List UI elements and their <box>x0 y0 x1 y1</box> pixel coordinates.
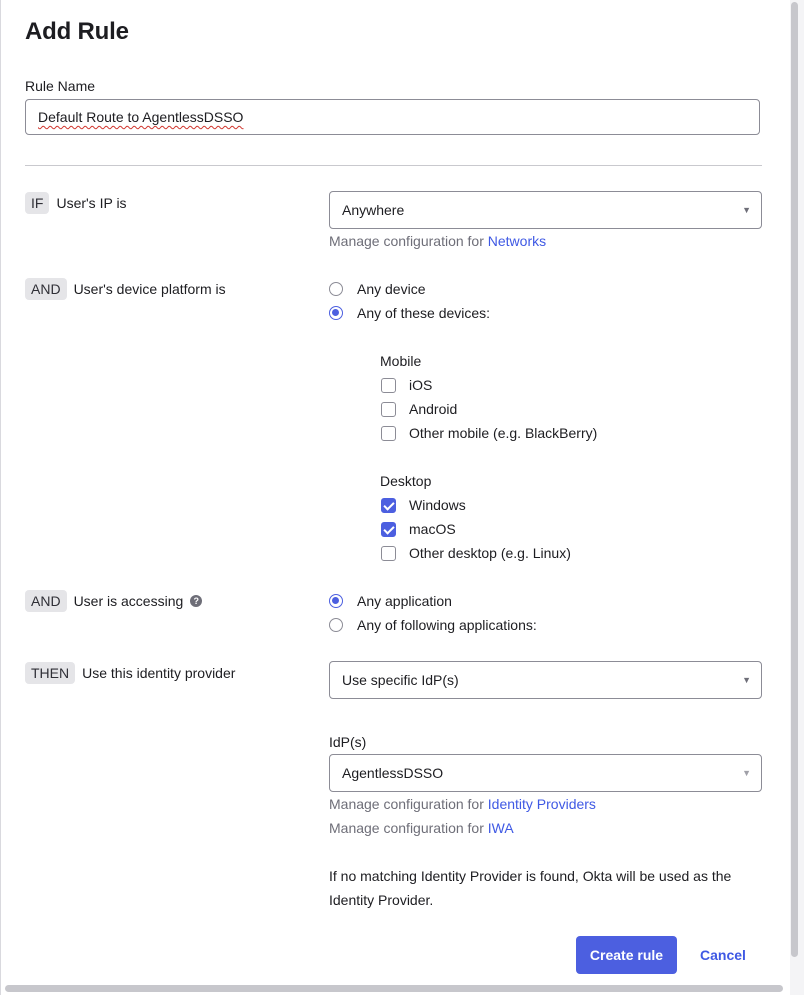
device-condition-label: User's device platform is <box>73 281 226 297</box>
windows-checkbox[interactable] <box>381 495 466 515</box>
radio-selected-icon[interactable] <box>329 594 343 608</box>
android-label: Android <box>409 401 458 417</box>
any-application-label: Any application <box>357 593 452 609</box>
iwa-link[interactable]: IWA <box>487 820 514 836</box>
idps-value: AgentlessDSSO <box>342 765 444 781</box>
identity-providers-help-prefix: Manage configuration for <box>329 796 484 812</box>
windows-label: Windows <box>409 497 466 513</box>
radio-selected-icon[interactable] <box>329 306 343 320</box>
ip-condition-row <box>25 191 127 215</box>
other-mobile-checkbox[interactable] <box>381 423 597 443</box>
macos-label: macOS <box>409 521 456 537</box>
and-tag: AND <box>25 590 67 612</box>
networks-help <box>329 233 546 249</box>
chevron-down-icon: ▼ <box>742 205 751 215</box>
identity-providers-help <box>329 796 596 812</box>
iwa-help <box>329 820 514 836</box>
any-of-these-devices-label: Any of these devices: <box>357 305 491 321</box>
checkbox-icon[interactable] <box>381 426 396 441</box>
networks-link[interactable]: Networks <box>487 233 547 249</box>
then-label: Use this identity provider <box>82 665 236 681</box>
help-icon[interactable]: ? <box>190 595 202 607</box>
ios-label: iOS <box>409 377 433 393</box>
then-tag: THEN <box>25 662 75 684</box>
device-condition-row <box>25 277 226 301</box>
and-tag: AND <box>25 278 67 300</box>
any-application-radio[interactable] <box>329 591 452 611</box>
identity-providers-link[interactable]: Identity Providers <box>487 796 596 812</box>
cancel-button[interactable]: Cancel <box>700 947 746 963</box>
macos-checkbox[interactable] <box>381 519 456 539</box>
checkbox-icon[interactable] <box>381 378 396 393</box>
section-divider <box>25 165 762 166</box>
radio-icon[interactable] <box>329 282 343 296</box>
rule-name-input[interactable] <box>25 99 760 135</box>
other-desktop-label: Other desktop (e.g. Linux) <box>409 545 571 561</box>
dialog-title: Add Rule <box>25 18 129 45</box>
app-condition-label: User is accessing <box>73 593 184 609</box>
following-applications-label: Any of following applications: <box>357 617 537 633</box>
idp-mode-value: Use specific IdP(s) <box>342 672 459 688</box>
checkbox-checked-icon[interactable] <box>381 522 396 537</box>
horizontal-scrollbar-thumb[interactable] <box>5 985 783 992</box>
iwa-help-prefix: Manage configuration for <box>329 820 484 836</box>
networks-help-prefix: Manage configuration for <box>329 233 484 249</box>
idps-select[interactable] <box>329 754 762 792</box>
idps-label: IdP(s) <box>329 734 367 750</box>
rule-name-value: Default Route to AgentlessDSSO <box>38 109 244 125</box>
dialog-edge <box>0 0 1 995</box>
create-rule-button[interactable]: Create rule <box>576 936 677 974</box>
android-checkbox[interactable] <box>381 399 457 419</box>
any-of-these-devices-radio[interactable] <box>329 303 490 323</box>
desktop-group-label: Desktop <box>380 473 432 489</box>
then-row <box>25 661 235 685</box>
any-device-radio[interactable] <box>329 279 425 299</box>
fallback-note: If no matching Identity Provider is found, Okta will be used as the Identity Provider. <box>329 868 732 908</box>
mobile-group-label: Mobile <box>380 353 422 369</box>
if-tag: IF <box>25 192 49 214</box>
ip-select-value: Anywhere <box>342 202 405 218</box>
idp-mode-select[interactable] <box>329 661 762 699</box>
other-desktop-checkbox[interactable] <box>381 543 571 563</box>
app-condition-row <box>25 589 202 613</box>
radio-icon[interactable] <box>329 618 343 632</box>
following-applications-radio[interactable] <box>329 615 537 635</box>
ip-select[interactable] <box>329 191 762 229</box>
other-mobile-label: Other mobile (e.g. BlackBerry) <box>409 425 598 441</box>
rule-name-label: Rule Name <box>25 78 96 94</box>
vertical-scrollbar-thumb[interactable] <box>791 2 798 957</box>
checkbox-icon[interactable] <box>381 546 396 561</box>
chevron-down-icon: ▼ <box>742 768 751 778</box>
chevron-down-icon: ▼ <box>742 675 751 685</box>
ios-checkbox[interactable] <box>381 375 432 395</box>
checkbox-checked-icon[interactable] <box>381 498 396 513</box>
checkbox-icon[interactable] <box>381 402 396 417</box>
any-device-label: Any device <box>357 281 426 297</box>
ip-condition-label: User's IP is <box>56 195 127 211</box>
